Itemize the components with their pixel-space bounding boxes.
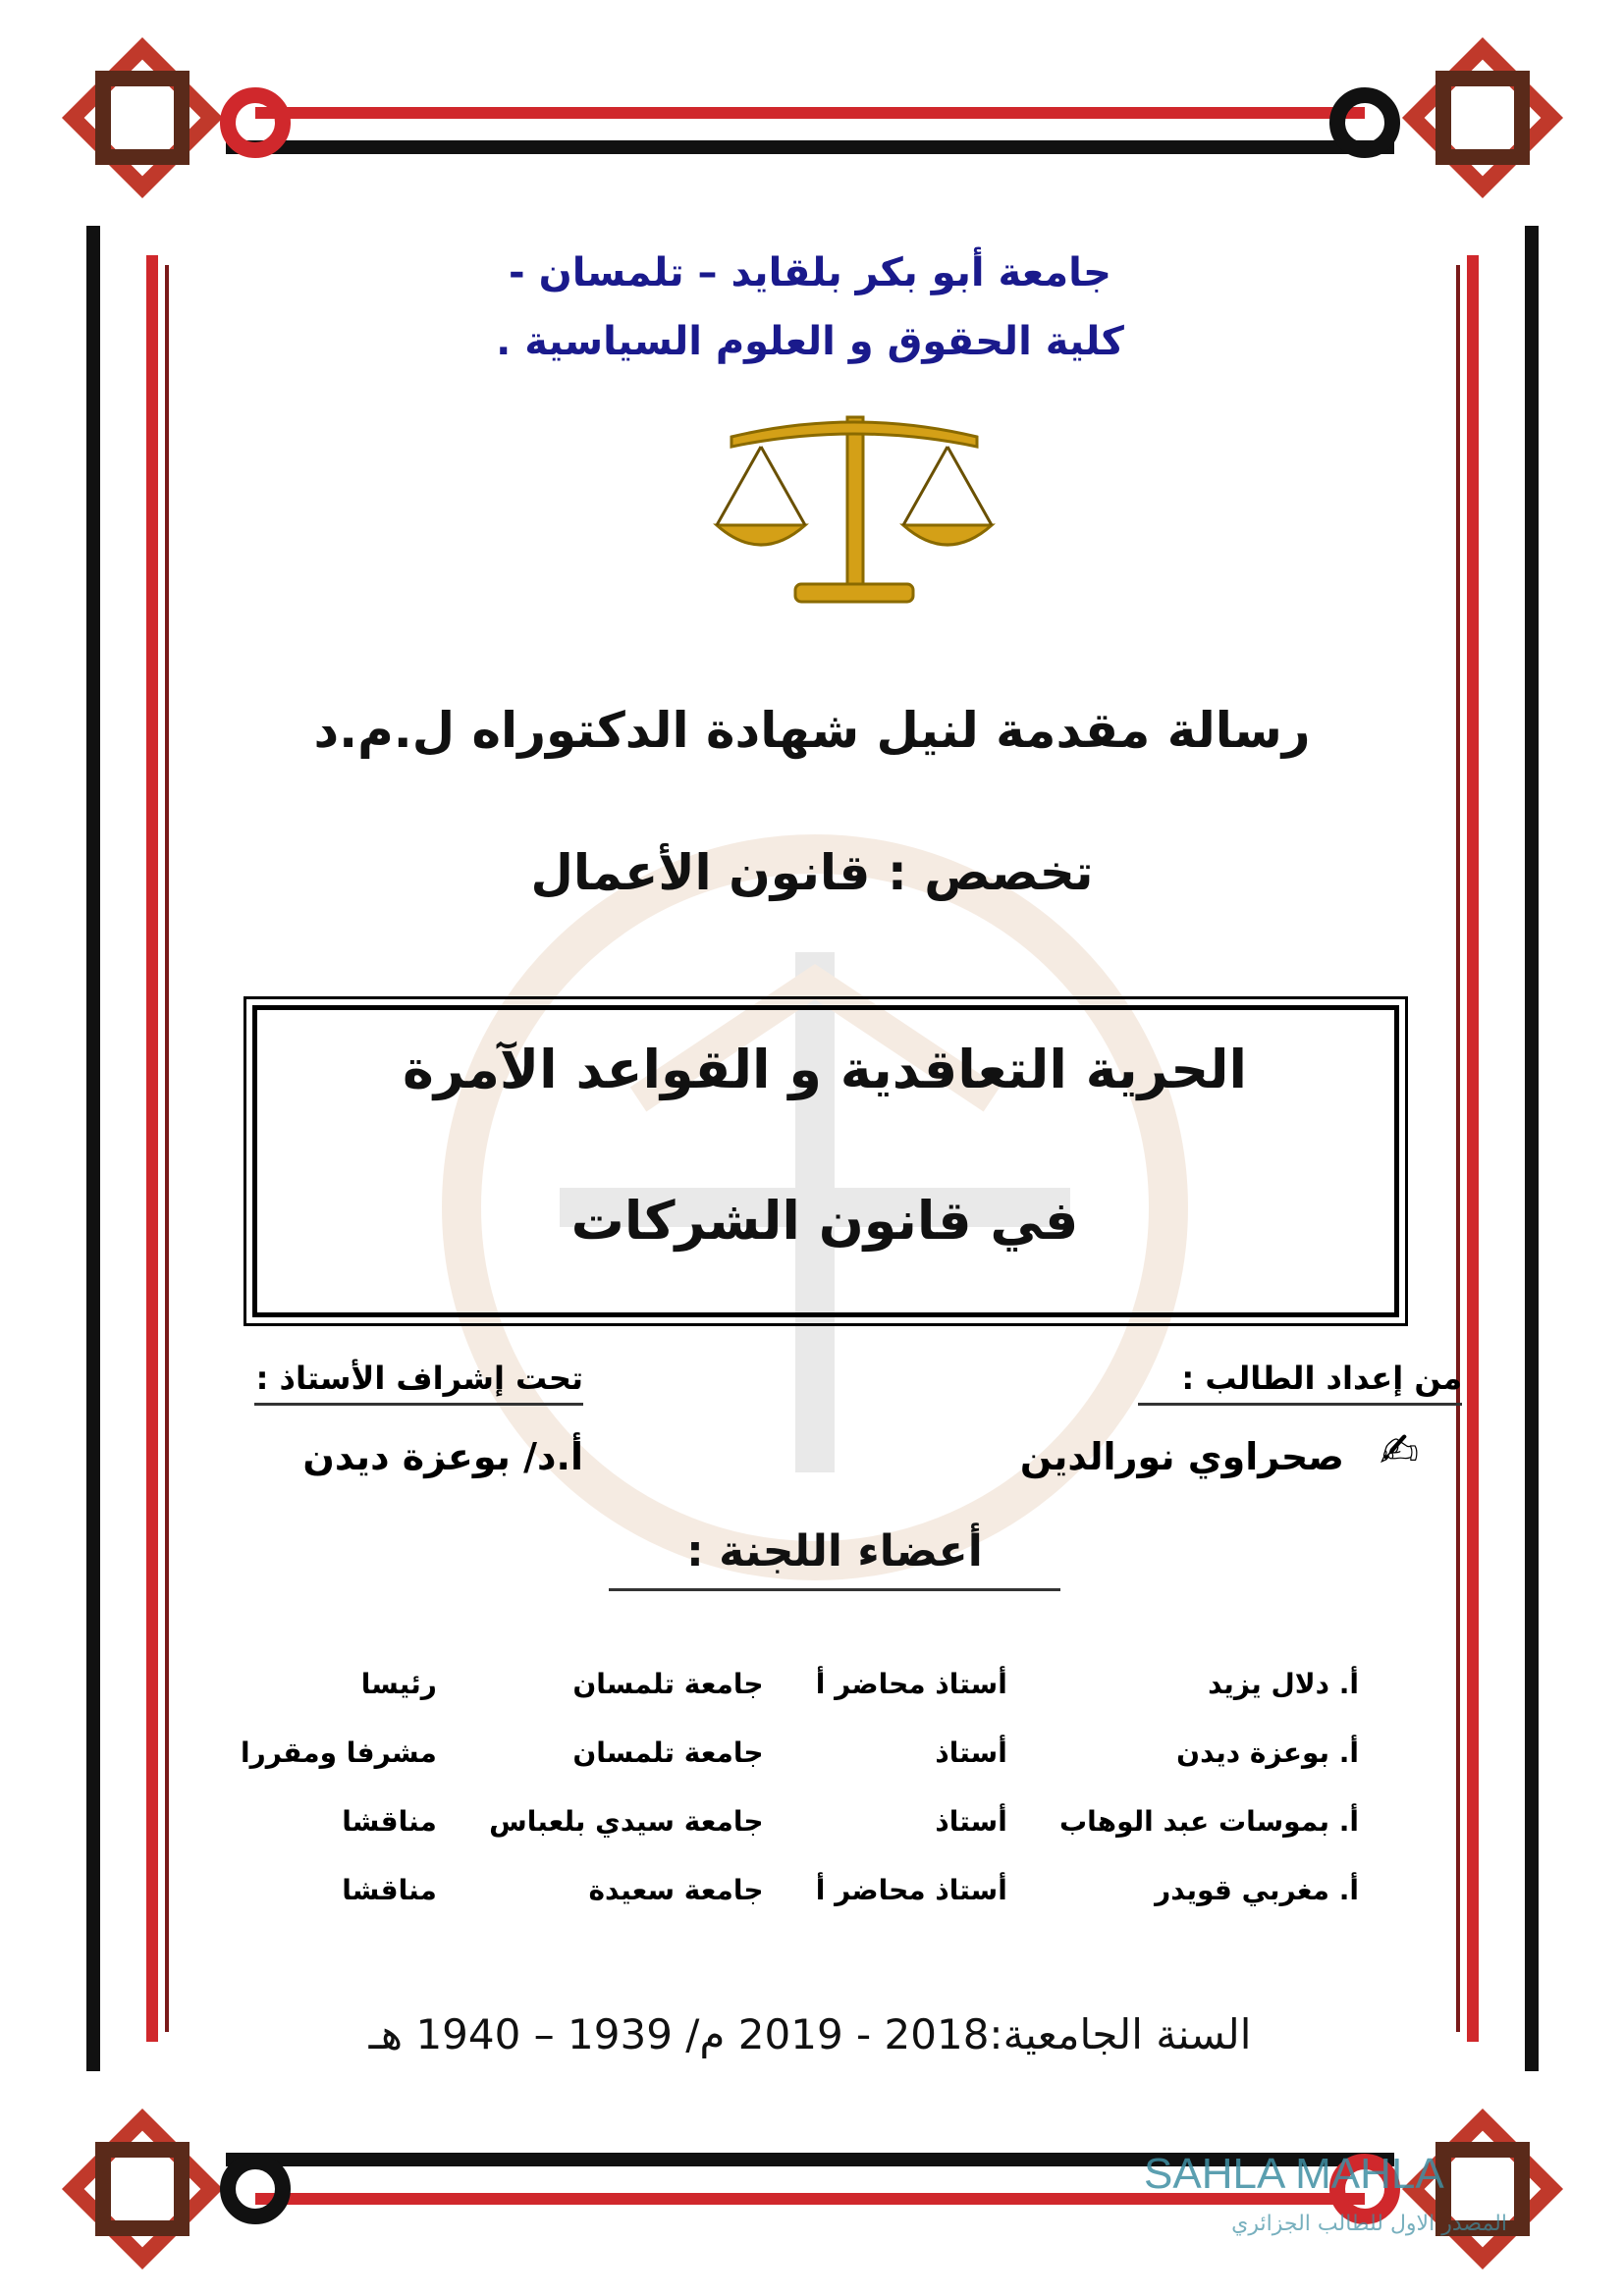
member-role: رئيسا xyxy=(360,1668,437,1700)
faculty-name: كلية الحقوق و العلوم السياسية . xyxy=(496,319,1124,364)
member-role: مناقشا xyxy=(342,1805,437,1838)
member-rank: أستاذ xyxy=(935,1736,1007,1769)
member-name: أ. بوعزة ديدن xyxy=(1176,1736,1359,1769)
member-university: جامعة تلمسان xyxy=(572,1668,764,1700)
thesis-type: رسالة مقدمة لنيل شهادة الدكتوراه ل.م.د xyxy=(313,702,1311,759)
thesis-title-line2: في قانون الشركات xyxy=(570,1190,1079,1252)
member-role: مشرفا ومقررا xyxy=(241,1736,437,1769)
quill-pen-icon: ✍ xyxy=(1380,1423,1420,1478)
university-name: جامعة أبو بكر بلقايد – تلمسان - xyxy=(509,250,1111,295)
member-role: مناقشا xyxy=(342,1874,437,1906)
member-rank: أستاذ xyxy=(935,1805,1007,1838)
member-name: أ. بموسات عبد الوهاب xyxy=(1059,1805,1359,1838)
committee-heading: أعضاء اللجنة : xyxy=(609,1526,1060,1591)
member-rank: أستاذ محاضر أ xyxy=(815,1874,1007,1906)
member-name: أ. دلال يزيد xyxy=(1208,1668,1359,1700)
academic-year: السنة الجامعية:2018 - 2019 م/ 1939 – 1940 هـ xyxy=(368,2010,1252,2058)
member-university: جامعة سيدي بلعباس xyxy=(489,1805,764,1838)
watermark-brand: SAHLA MAHLA xyxy=(1144,2150,1444,2198)
member-university: جامعة سعيدة xyxy=(588,1874,764,1906)
student-name: صحراوي نورالدين xyxy=(1019,1435,1344,1478)
supervisor-name: أ.د/ بوعزة ديدن xyxy=(302,1435,583,1478)
supervisor-label: تحت إشراف الأستاذ : xyxy=(254,1360,583,1406)
member-name: أ. مغربي قويدر xyxy=(1155,1874,1359,1906)
watermark-tagline: المصدر الاول للطالب الجزائري xyxy=(1231,2212,1507,2236)
member-university: جامعة تلمسان xyxy=(572,1736,764,1769)
member-rank: أستاذ محاضر أ xyxy=(815,1668,1007,1700)
scales-of-justice-icon xyxy=(712,407,997,614)
thesis-title-line1: الحرية التعاقدية و القواعد الآمرة xyxy=(403,1039,1247,1100)
student-label: من إعداد الطالب : xyxy=(1138,1360,1462,1406)
committee-table xyxy=(241,1669,1359,1906)
specialization: تخصص : قانون الأعمال xyxy=(530,844,1094,901)
